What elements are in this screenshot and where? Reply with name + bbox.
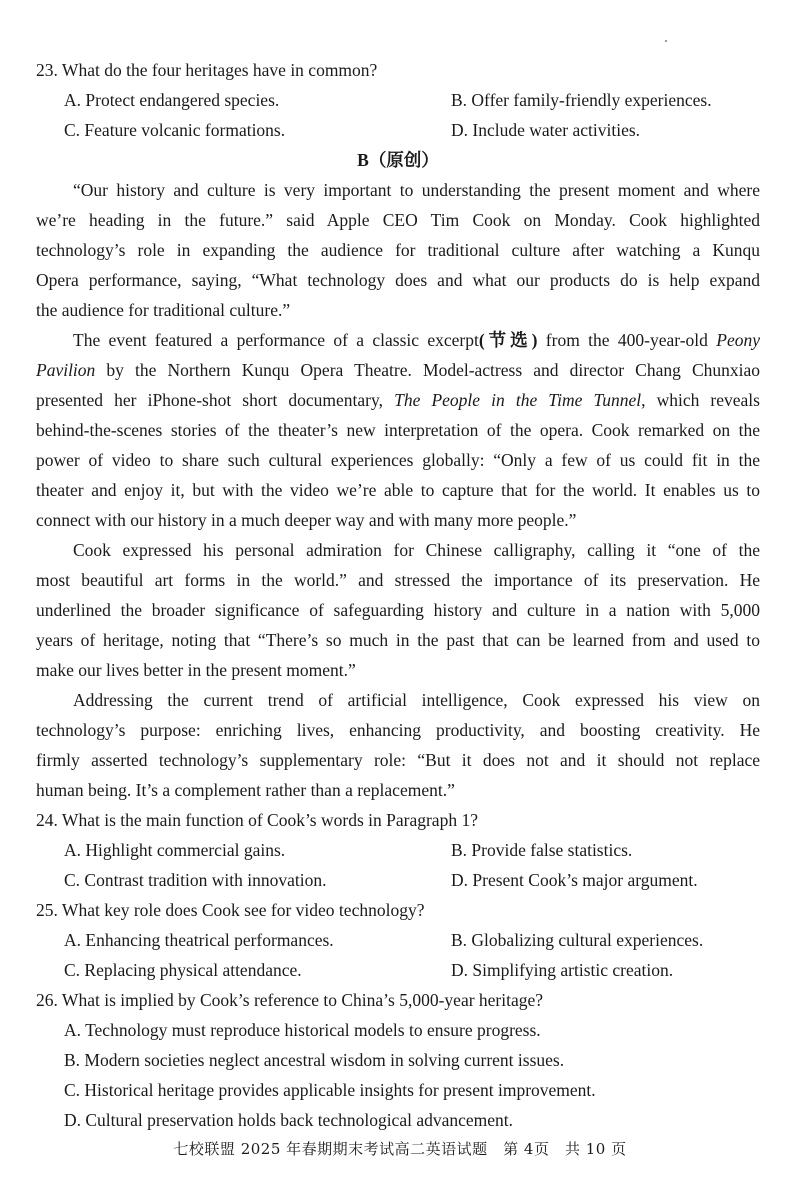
option-b: B. Globalizing cultural experiences. [451, 930, 704, 950]
text-span: by the Northern Kunqu Opera Theatre. Model-actress and director Chang Chunxiao [95, 360, 760, 380]
option-d: D. Cultural preservation holds back technological advancement. [64, 1110, 514, 1130]
passage-line: we’re heading in the future.” said Apple CEO Tim Cook on Monday. Cook highlighted [36, 210, 760, 230]
passage-line: technology’s purpose: enriching lives, enhancing productivity, and boosting creativity. He [36, 720, 760, 740]
option-a: A. Technology must reproduce historical models to ensure progress. [64, 1020, 541, 1040]
passage-line: underlined the broader significance of safeguarding history and culture in a nation with 5,000 [36, 600, 760, 620]
passage-line: behind-the-scenes stories of the theater’s new interpretation of the opera. Cook remarked on the [36, 420, 760, 440]
question-26 [36, 985, 760, 1135]
passage-line: years of heritage, noting that “There’s so much in the past that can be learned from and used to [36, 630, 760, 650]
passage-line [36, 355, 760, 385]
scan-speck [665, 40, 667, 42]
paragraph [36, 685, 760, 805]
passage-line: power of video to share such cultural experiences globally: “Only a few of us could fit in the [36, 450, 760, 470]
passage-line: human being. It’s a complement rather than a replacement.” [36, 780, 455, 800]
question-25 [36, 895, 760, 985]
option-b: B. Provide false statistics. [451, 840, 633, 860]
option-c: C. Historical heritage provides applicable insights for present improvement. [64, 1080, 596, 1100]
passage-line: firmly asserted technology’s supplementary role: “But it does not and it should not replace [36, 750, 760, 770]
option-a: A. Protect endangered species. [64, 90, 280, 110]
passage-line: “Our history and culture is very important to understanding the present moment and where [73, 180, 760, 200]
option-a: A. Highlight commercial gains. [64, 840, 286, 860]
passage-line: Cook expressed his personal admiration for Chinese calligraphy, calling it “one of the [73, 540, 760, 560]
passage-line [36, 385, 760, 415]
passage-line: connect with our history in a much deeper way and with many more people.” [36, 510, 577, 530]
reading-passage [36, 175, 760, 805]
option-d: D. Include water activities. [451, 120, 641, 140]
text-span: , which reveals [641, 390, 760, 410]
option-b: B. Modern societies neglect ancestral wisdom in solving current issues. [64, 1050, 565, 1070]
passage-line: Opera performance, saying, “What technology does and what our products do is help expand [36, 270, 760, 290]
passage-line: make our lives better in the present moment.” [36, 660, 356, 680]
question-stem: 25. What key role does Cook see for video technology? [36, 900, 425, 920]
section-title: B（原创） [357, 150, 439, 170]
exam-page [36, 55, 760, 1135]
option-a: A. Enhancing theatrical performances. [64, 930, 334, 950]
paragraph [36, 175, 760, 325]
question-stem: 26. What is implied by Cook’s reference to China’s 5,000-year heritage? [36, 990, 544, 1010]
question-24 [36, 805, 760, 895]
passage-line: technology’s role in expanding the audience for traditional culture after watching a Kunqu [36, 240, 760, 260]
text-span: from the 400-year-old [537, 330, 717, 350]
paragraph [36, 325, 760, 535]
italic-title: Pavilion [36, 360, 96, 380]
paragraph [36, 535, 760, 685]
text-span: presented her iPhone-shot short documentary, [36, 390, 395, 410]
passage-line: theater and enjoy it, but with the video we’re able to capture that for the world. It enables us to [36, 480, 760, 500]
passage-line: most beautiful art forms in the world.” and stressed the importance of its preservation. He [36, 570, 760, 590]
passage-line [36, 325, 760, 355]
option-c: C. Contrast tradition with innovation. [64, 870, 327, 890]
text-span: (节选) [478, 330, 538, 350]
question-stem: 24. What is the main function of Cook’s words in Paragraph 1? [36, 810, 478, 830]
option-b: B. Offer family-friendly experiences. [451, 90, 712, 110]
passage-line: Addressing the current trend of artificial intelligence, Cook expressed his view on [73, 690, 760, 710]
question-stem: 23. What do the four heritages have in common? [36, 60, 378, 80]
option-d: D. Simplifying artistic creation. [451, 960, 674, 980]
text-span: The event featured a performance of a classic excerpt [73, 330, 479, 350]
italic-title: The People in the Time Tunnel [394, 390, 642, 410]
question-23 [36, 55, 760, 145]
option-d: D. Present Cook’s major argument. [451, 870, 698, 890]
option-c: C. Replacing physical attendance. [64, 960, 302, 980]
passage-line: the audience for traditional culture.” [36, 300, 291, 320]
option-c: C. Feature volcanic formations. [64, 120, 286, 140]
page-footer: 七校联盟 2025 年春期期末考试高二英语试题 第 4页 共 10 页 [173, 1140, 627, 1158]
italic-title: Peony [716, 330, 760, 350]
